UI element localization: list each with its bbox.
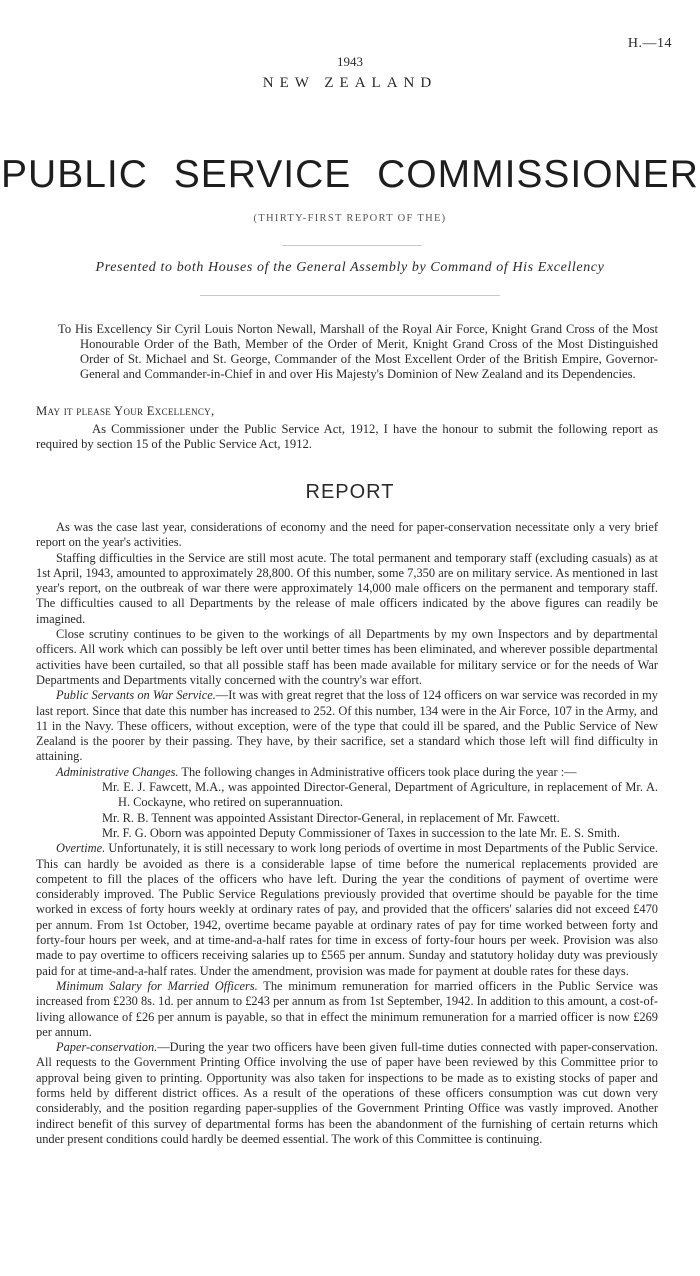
list-item: Mr. F. G. Oborn was appointed Deputy Commissioner of Taxes in succession to the late Mr. E. S. Smith. [102,825,620,840]
changes-list [36,780,658,841]
divider-rule [200,295,500,296]
paragraph: Close scrutiny continues to be given to the workings of all Departments by my own Inspectors and by departmental officers. All work which can possibly be left over until better times has been eliminated, and wherever possible departmental activities have been curtailed, so that all possible staff has been made available for military service or for the needs of War Departments and Departments vitally concerned with the country's war effort. [36,627,658,687]
document-title: PUBLIC SERVICE COMMISSIONER [1,153,699,196]
address-block [58,322,658,382]
salutation: May it please Your Excellency, [36,404,215,418]
presented-line: Presented to both Houses of the General Assembly by Command of His Excellency [95,260,605,275]
paragraph-heading: Public Servants on War Service. [56,688,216,703]
divider-rule [282,245,422,246]
paragraph [36,1040,658,1147]
list-item: Mr. R. B. Tennent was appointed Assistant Director-General, in replacement of Mr. Fawcett. [102,810,560,825]
paragraph: As was the case last year, considerations of economy and the need for paper-conservation necessitate only a very brief report on the year's activities. [36,520,658,550]
paragraph: Staffing difficulties in the Service are still most acute. The total permanent and temporary staff (excluding casuals) as at 1st April, 1943, amounted to approximately 28,800. Of this number, some 7,350 are on military service. As mentioned in last year's report, on the outbreak of war there were approximately 14,000 male officers on the permanent and temporary staff. The difficulties caused to all Departments by the release of male officers indicated by the above figures can readily be imagined. [36,550,658,626]
page-reference: H.—14 [627,36,672,51]
document-year: 1943 [337,54,363,69]
paragraph-text: The minimum remuneration for married officers in the Public Service was increased from £230 8s. 1d. per annum to £243 per annum as from 1st September, 1942. In addition to this amount, a cost-of-living allowance of £26 per annum is payable, so that in effect the minimum remuneration for a married officer is now £269 per annum. [36,978,659,1039]
paragraph-heading: Overtime. [56,841,106,856]
paragraph [36,688,658,764]
country-heading: NEW ZEALAND [262,75,438,91]
paragraph-text: Unfortunately, it is still necessary to work long periods of overtime in most Departments of the Public Service. This can hardly be avoided as there is a considerable lapse of time before the numerical replacements provided are competent to fill the places of the officers who have left. During the year the conditions of payment of overtime were considerably improved. The Public Service Regulations previously provided that overtime should be payable for the time worked in excess of forty hours weekly at ordinary rates of pay, and provided that the officers' salaries did not exceed £470 per annum. From 1st October, 1942, overtime became payable at ordinary rates of pay for time worked between forty and forty-four hours per week, and at time-and-a-half rates for time in excess of forty-four hours per week. Provision was also made to pay overtime to officers receiving salaries up to £565 per annum. Sunday and statutory holiday duty was previously paid for at time-and-a-half rates. Under the amendment, provision was made for payment at double rates for these days. [36,841,658,978]
paragraph-text: The following changes in Administrative officers took place during the year :— [181,764,577,779]
paragraph-heading: Administrative Changes. [56,764,179,779]
paragraph-text: —It was with great regret that the loss of 124 officers on war service was recorded in my last report. Since that date this number has increased to 252. Of this number, 134 were in the Air Force, 107 in the Army, and 11 in the Navy. These officers, without exception, were of the type that could ill be spared, and the Public Service of New Zealand is the poorer by their passing. They have, by their sacrifice, set a standard which those left will find difficulty in attaining. [36,688,658,764]
paragraph [36,841,658,979]
intro-paragraph: As Commissioner under the Public Service Act, 1912, I have the honour to submit the following report as required by section 15 of the Public Service Act, 1912. [36,422,658,451]
paragraph-text: —During the year two officers have been given full-time duties connected with paper-conservation. All requests to the Government Printing Office involving the use of paper have been reviewed by this Committee prior to approval being given to printing. Opportunity was also taken for inspections to be made as to existing stocks of paper and forms held by different district offices. As a result of the operations of these officers consumption was cut down very considerably, and the position regarding paper-supplies of the Government Printing Office was vastly improved. Another indirect benefit of this survey of departmental forms has been the abandonment of the furnishing of certain returns which under present conditions could hardly be deemed essential. The work of this Committee is continuing. [36,1040,658,1146]
address-text: To His Excellency Sir Cyril Louis Norton Newall, Marshall of the Royal Air Force, Knight Grand Cross of the Most Honourable Order of the Bath, Member of the Order of Merit, Knight Grand Cross of the Most Distinguished Order of St. Michael and St. George, Commander of the Most Excellent Order of the British Empire, Governor-General and Commander-in-Chief in and over His Majesty's Dominion of New Zealand and its Dependencies. [58,322,658,381]
report-heading: REPORT [305,481,395,503]
paragraph [36,765,658,780]
paragraph-heading: Paper-conservation. [56,1040,158,1055]
paragraph-heading: Minimum Salary for Married Officers. [56,978,258,993]
list-item: Mr. E. J. Fawcett, M.A., was appointed Director-General, Department of Agriculture, in replacement of Mr. A. H. Cockayne, who retired on superannuation. [102,780,658,810]
report-body [36,520,658,1147]
paragraph [36,979,658,1040]
document-subtitle: (THIRTY-FIRST REPORT OF THE) [253,213,447,224]
